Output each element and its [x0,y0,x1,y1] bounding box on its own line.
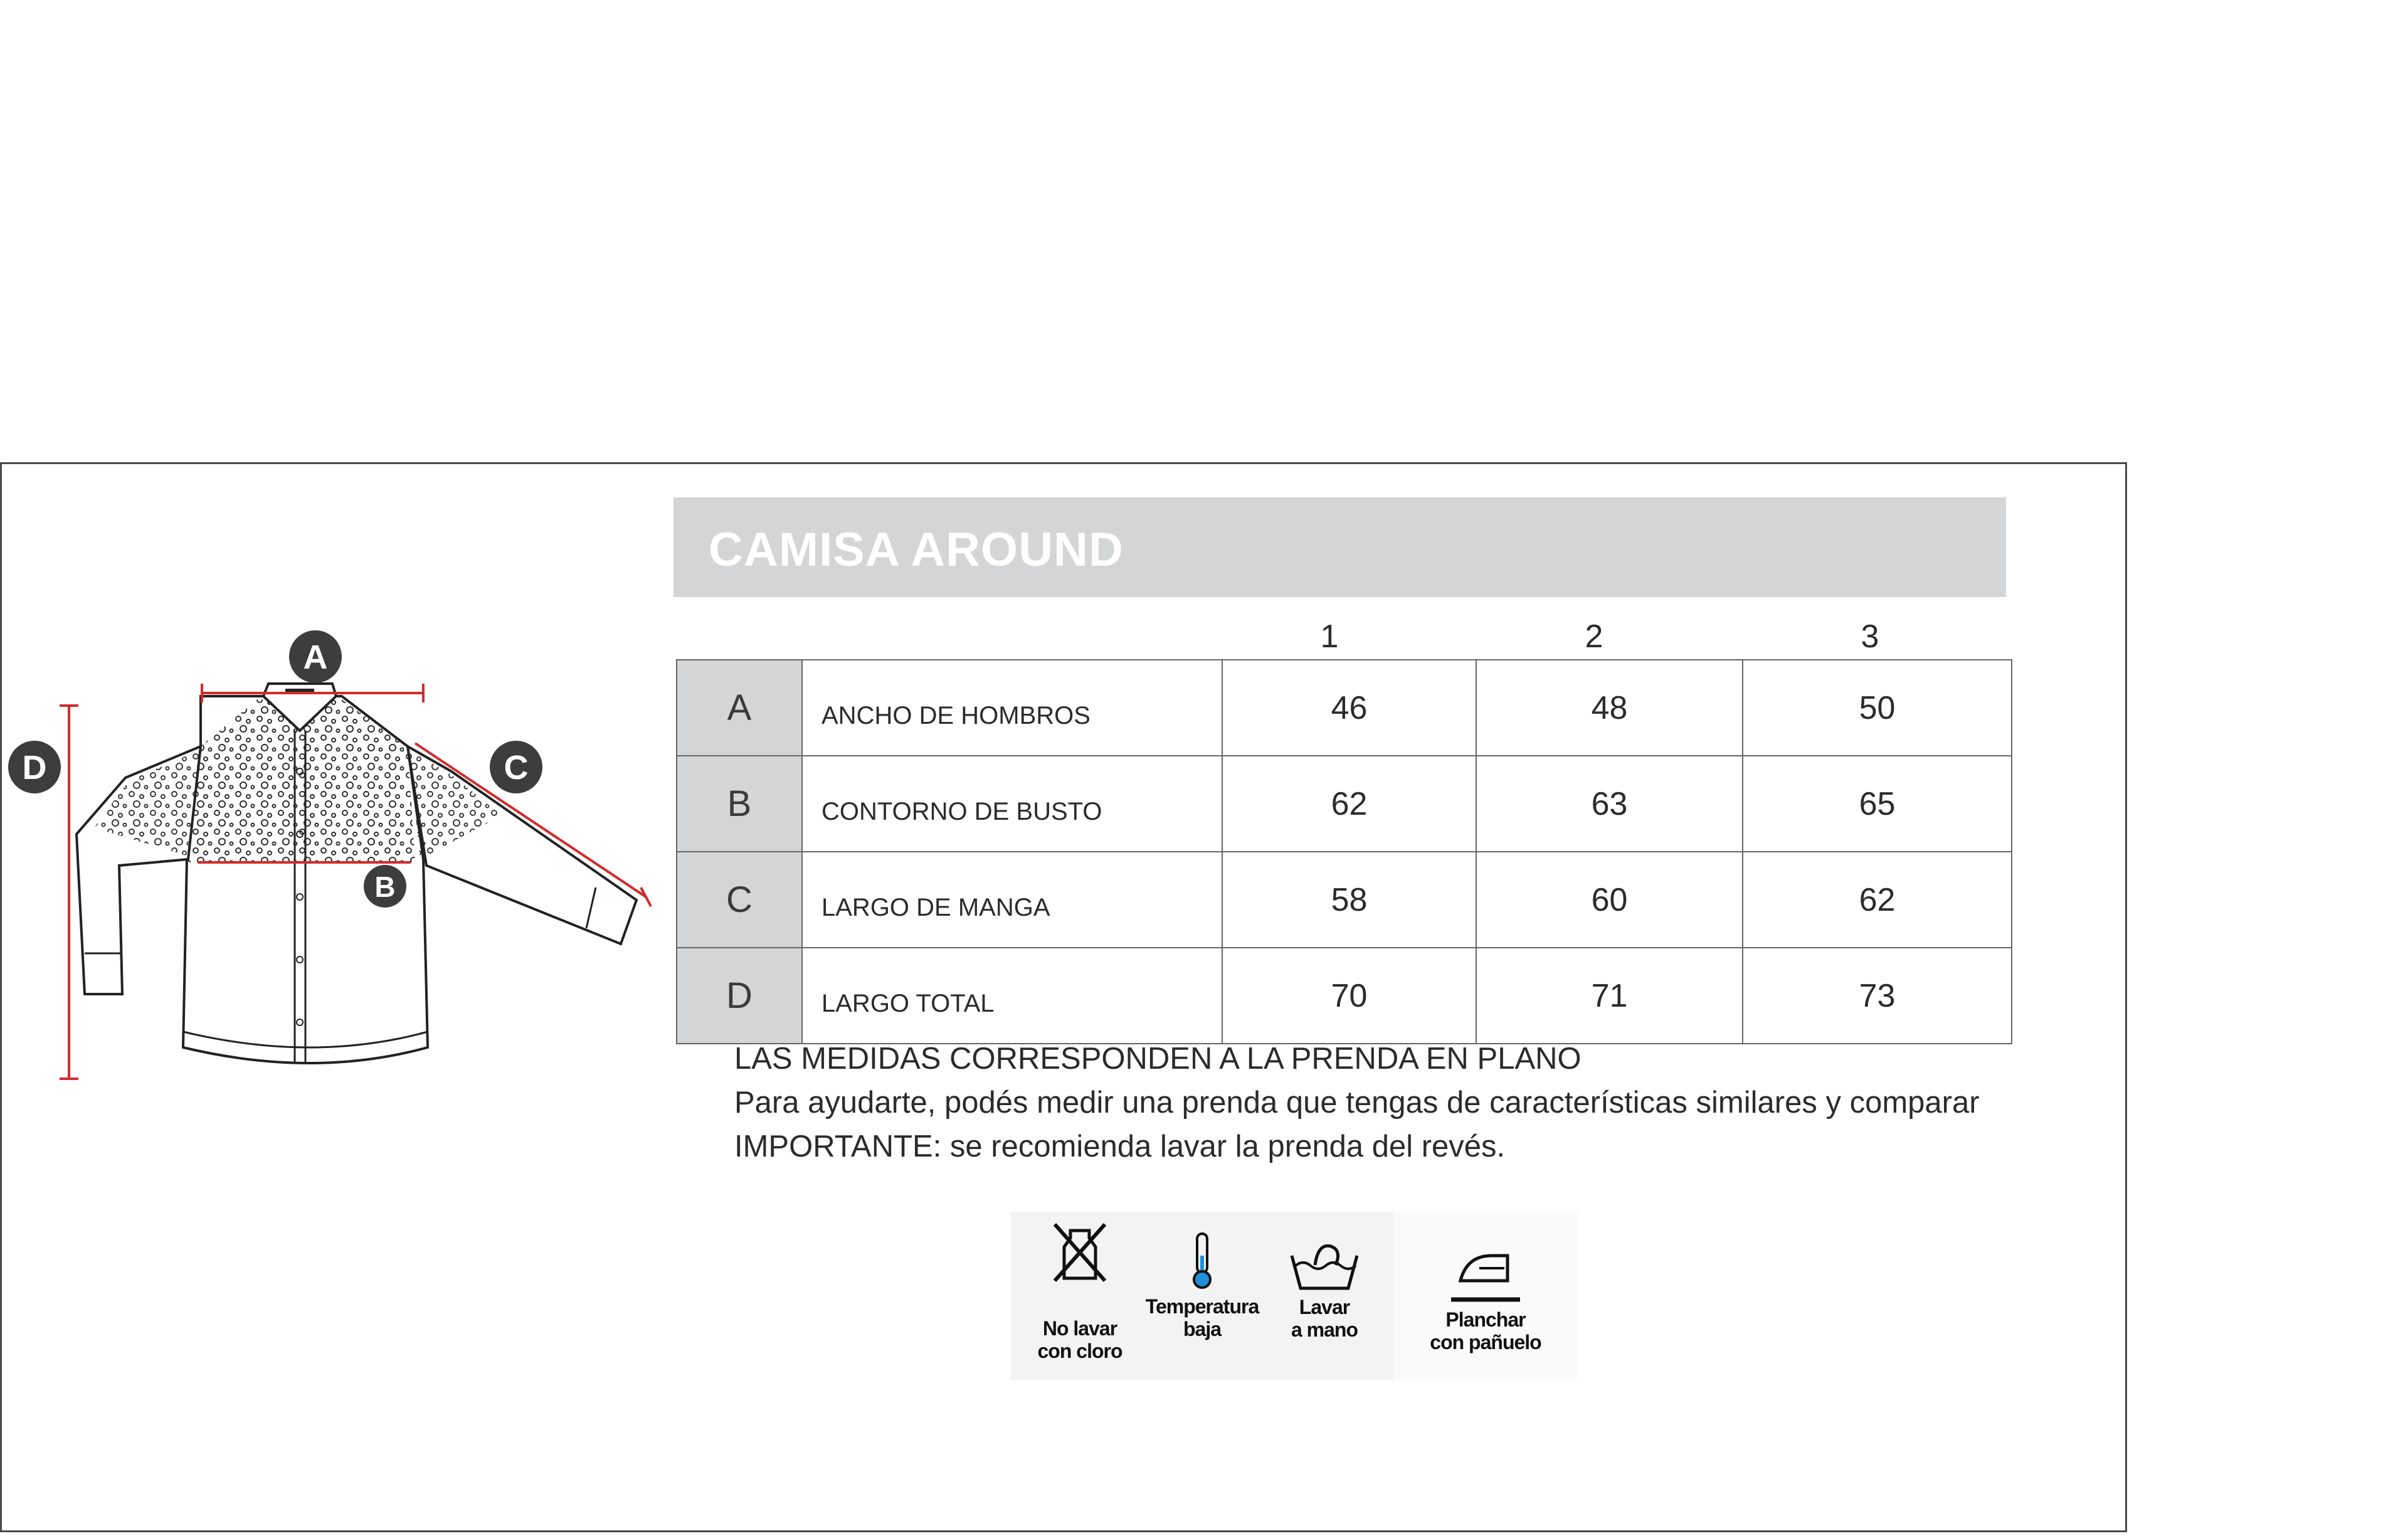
value-cell: 60 [1476,852,1743,948]
badge-c [490,741,542,793]
row-label: LARGO DE MANGA [802,852,1222,948]
care-label-line2: baja [1183,1318,1222,1340]
value-cell: 70 [1222,948,1476,1044]
thermometer-icon [1183,1231,1221,1290]
badge-b [364,865,406,908]
care-label-line2: a mano [1291,1318,1358,1341]
care-label-line2: con pañuelo [1430,1331,1541,1353]
row-label: CONTORNO DE BUSTO [802,756,1222,852]
svg-text:C: C [504,749,529,787]
table-row [677,660,2012,756]
iron-icon [1448,1237,1523,1306]
value-cell: 62 [1743,852,2012,948]
page-title: CAMISA AROUND [709,523,1124,576]
value-cell: 73 [1743,948,2012,1044]
value-cell: 48 [1476,660,1743,756]
size-header-3: 3 [1861,618,1879,655]
note-line: LAS MEDIDAS CORRESPONDEN A LA PRENDA EN PLANO [734,1042,1582,1076]
size-header-1: 1 [1320,618,1339,655]
value-cell: 58 [1222,852,1476,948]
note-line: IMPORTANTE: se recomienda lavar la prenda del revés. [734,1130,1506,1163]
badge-d [8,741,61,793]
svg-text:D: D [22,749,47,787]
hand-wash-icon [1287,1237,1362,1293]
care-label-line1: Lavar [1299,1296,1350,1318]
value-cell: 71 [1476,948,1743,1044]
row-letter: B [677,756,802,852]
row-letter: A [677,660,802,756]
care-iron [1393,1212,1578,1380]
value-cell: 46 [1222,660,1476,756]
size-header-2: 2 [1585,618,1603,655]
value-cell: 50 [1743,660,2012,756]
care-label-line1: No lavar [1042,1317,1117,1340]
value-cell: 65 [1743,756,2012,852]
badge-a [289,630,342,683]
svg-text:B: B [374,871,396,903]
row-label: ANCHO DE HOMBROS [802,660,1222,756]
note-line: Para ayudarte, podés medir una prenda que tengas de características similares y comparar [734,1086,1980,1120]
care-no-bleach [1023,1218,1136,1362]
care-label-line2: con cloro [1037,1340,1122,1362]
table-row [677,852,2012,948]
measure-line-d [60,706,78,1079]
row-label: LARGO TOTAL [802,948,1222,1044]
size-table [676,659,2012,1044]
shirt-diagram [0,621,665,1098]
value-cell: 62 [1222,756,1476,852]
row-letter: C [677,852,802,948]
care-instructions [1011,1212,1578,1380]
care-label-line1: Temperatura [1145,1295,1259,1318]
svg-text:A: A [303,638,328,676]
care-hand-wash [1274,1237,1375,1341]
title-bar [673,497,2006,597]
value-cell: 63 [1476,756,1743,852]
care-low-temperature [1143,1231,1262,1340]
row-letter: D [677,948,802,1044]
shirt-illustration [0,621,665,1098]
table-row [677,948,2012,1044]
care-label-line1: Planchar [1445,1308,1526,1331]
table-row [677,756,2012,852]
no-bleach-icon [1045,1218,1114,1287]
measurement-notes [734,1037,2051,1168]
